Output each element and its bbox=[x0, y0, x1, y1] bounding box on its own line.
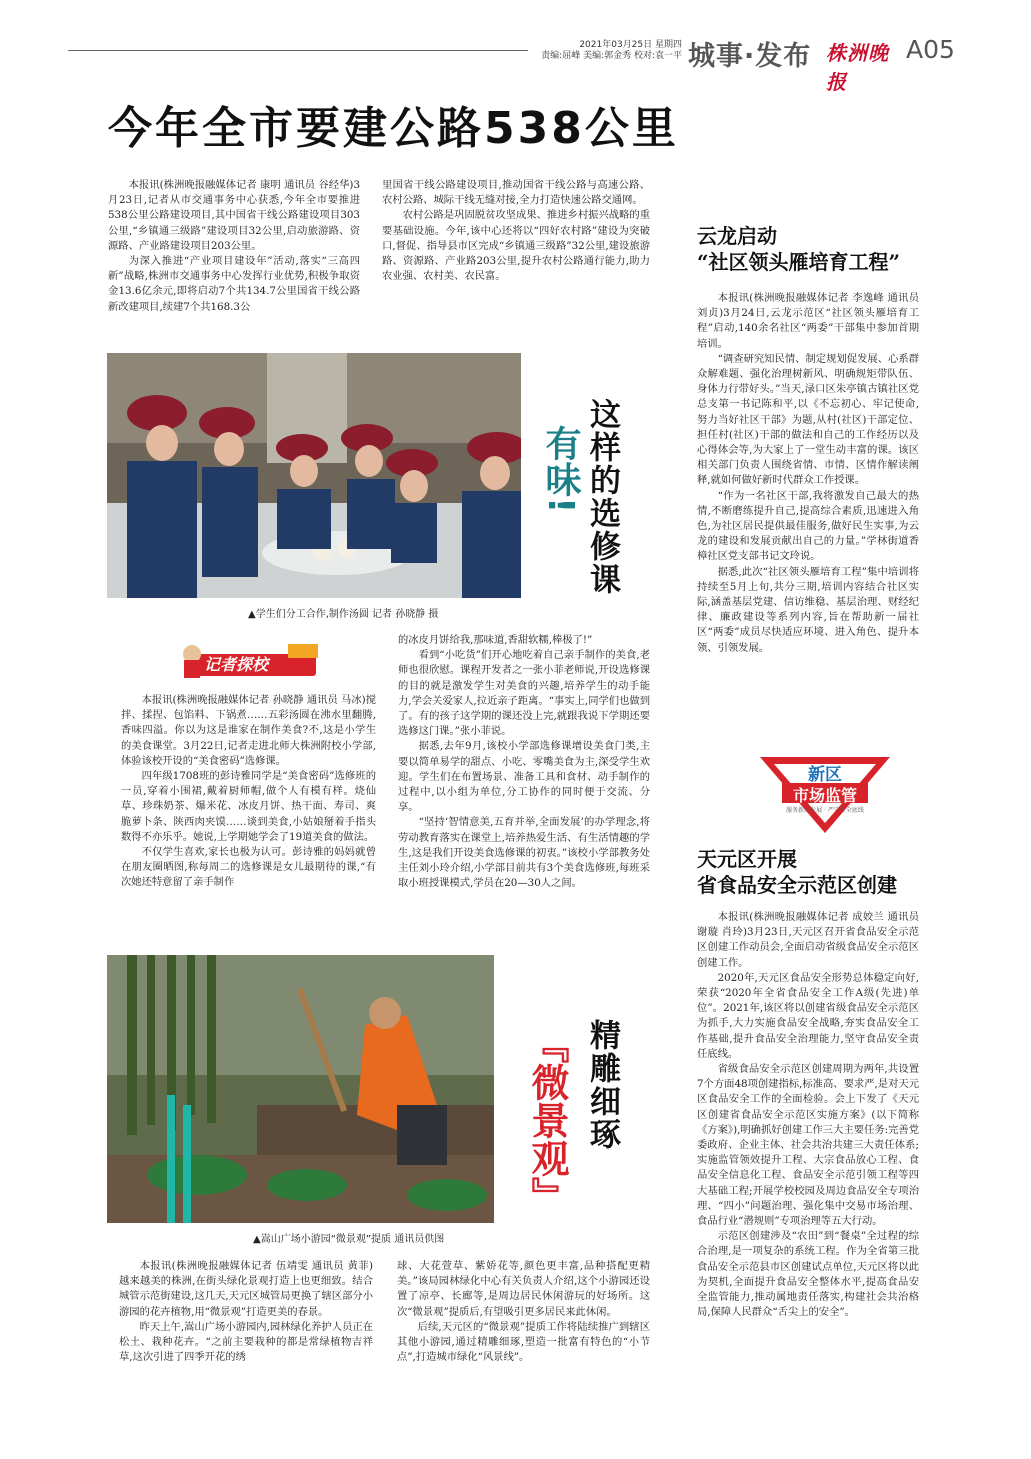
feature1-photo-caption: ▲学生们分工合作,制作汤圆 记者 孙晓静 摄 bbox=[248, 609, 439, 620]
sidebar1-title-line2: “社区领头雁培育工程” bbox=[697, 250, 901, 274]
lead-col-1 bbox=[108, 178, 360, 315]
cooking-class-illustration bbox=[107, 353, 521, 598]
feature2-photo-caption: ▲嵩山广场小游园“微景观”提质 通讯员供图 bbox=[253, 1234, 445, 1245]
sidebar2-para: 本报讯(株洲晚报融媒体记者 成姣兰 通讯员 谢璇 肖玲)3月23日,天元区召开省食品安全示范区创建工作动员会,全面启动省级食品安全示范区创建工作。 bbox=[697, 911, 919, 969]
market-badge-small: 服务新区发展 · 严守安全底线 bbox=[786, 807, 864, 814]
feature2-col1-para: 昨天上午,嵩山广场小游园内,园林绿化养护人员正在松土、栽种花卉。“之前主要栽种的都是常绿植物吉祥草,这次引进了四季开花的绣 bbox=[119, 1320, 373, 1364]
sidebar1-para: 本报讯(株洲晚报融媒体记者 李逸峰 通讯员 刘贞)3月24日,云龙示范区“社区领头雁培育工程”启动,140余名社区“两委”干部集中参加首期培训。 bbox=[697, 292, 919, 350]
cooking-class-photo bbox=[107, 353, 521, 598]
lead-col1-para: 为深入推进“产业项目建设年”活动,落实“三高四新”战略,株洲市交通事务中心发挥行业优势,积极争取资金13.6亿余元,即将启动7个共134.7公里国省干线公路新改建项目,续建7个共168.3公 bbox=[108, 255, 360, 313]
lead-col2-para: 里国省干线公路建设项目,推动国省干线公路与高速公路、农村公路、城际干线无缝对接,全力打造快速公路交通网。 bbox=[382, 179, 650, 207]
feature1-col-1 bbox=[121, 693, 376, 891]
brand-logo: 株洲晚报 bbox=[826, 41, 889, 94]
reporter-visit-badge bbox=[178, 640, 330, 680]
feature1-col1-para: 四年级1708班的彭诗雅同学是“美食密码”选修班的一员,穿着小围裙,戴着厨师帽,做个人有模有样。烧仙草、珍珠奶茶、爆米花、冰皮月饼、热干面、寿司、爽脆萝卜条、陕西肉夹馍……谈到美食,小姑娘掰着手指头数得不亦乐乎。她说,上学期她学会了19道美食的做法。 bbox=[121, 770, 376, 843]
market-supervision-badge bbox=[760, 755, 890, 835]
page-headline: 今年全市要建公路538公里 bbox=[108, 103, 679, 154]
market-badge-mid: 市场监管 bbox=[792, 786, 857, 805]
sidebar2-para: 省级食品安全示范区创建周期为两年,共设置7个方面48项创建指标,标准高、要求严,是对天元区食品安全工作的全面检验。会上下发了《天元区创建省食品安全示范区实施方案》(以下简称《方案》),明确抓好创建工作三大主要任务:完善党委政府、企业主体、社会共治共建三大责任体系;实施监管领效提升工程、大宗食品放心工程、食品安全信息化工程、食品安全示范引领工程等四大基础工程;开展学校校园及周边食品安全专项治理、“四小”问题治理、强化集中交易市场治理、食品行业“潜规则”专项治理等五大行动。 bbox=[697, 1063, 919, 1228]
feature1-col2-para: 据悉,去年9月,该校小学部选修课增设美食门类,主要以简单易学的甜点、小吃、零嘴美食为主,深受学生欢迎。学生们在布置场景、准备工具和食材、动手制作的过程中,以小组为单位,分工协作的同时便于交流、分享。 bbox=[398, 740, 650, 814]
feature1-col2-para: “坚持‘智情意美,五育并举,全面发展’的办学理念,将劳动教育落实在课堂上,培养热爱生活、有生活情趣的学生,这是我们开设美食选修课的初衷。”该校小学部教务处主任刘小玲介绍,小学部目前共有3个美食选修班,每班采取小班授课模式,学员在20—30人之间。 bbox=[398, 816, 650, 890]
sidebar2-para: 2020年,天元区食品安全形势总体稳定向好,荣获“2020年全省食品安全工作A级(先进)单位”。2021年,该区将以创建省级食品安全示范区为抓手,大力实施食品安全战略,夯实食品安全工作基础,提升食品安全治理能力,坚守食品安全责任底线。 bbox=[697, 971, 919, 1060]
feature2-col-1 bbox=[119, 1259, 373, 1365]
micro-landscape-illustration bbox=[107, 955, 494, 1223]
lead-col1-para: 本报讯(株洲晚报融媒体记者 康明 通讯员 谷经华)3月23日,记者从市交通事务中心获悉,今年全市要推进538公里公路建设项目,其中国省干线公路建设项目303公里,“乡镇通三级路”建设项目32公里,启动旅游路、资源路、产业路建设项目203公里。 bbox=[108, 179, 360, 252]
reporter-badge-label: 记者探校 bbox=[204, 655, 269, 674]
feature2-col1-para: 本报讯(株洲晚报融媒体记者 伍靖雯 通讯员 黄菲)越来越美的株洲,在街头绿化景观打造上也更细致。结合城管示范街建设,这几天,天元区城管局更换了辖区部分小游园的花卉植物,用“微景观”打造更美的春景。 bbox=[119, 1260, 373, 1318]
sidebar2-title-line2: 省食品安全示范区创建 bbox=[697, 873, 897, 897]
feature1-col2-para: 看到“小吃货”们开心地吃着自己亲手制作的美食,老师也很欣慰。课程开发者之一张小菲老师说,开设选修课的目的就是激发学生对美食的兴趣,培养学生的动手能力,学会关爱家人,拉近亲子距离。“事实上,同学们也做到了。有的孩子这学期的课还没上完,就跟我说下学期还要选修这门课。”张小菲说。 bbox=[398, 649, 650, 738]
sidebar2-para: 示范区创建涉及“农田”到“餐桌”全过程的综合治理,是一项复杂的系统工程。作为全省第三批食品安全示范县市区创建试点单位,天元区将以此为契机,全面提升食品安全整体水平,提高食品安全监管能力,推动属地责任落实,构建社会共治格局,保障人民群众“舌尖上的安全”。 bbox=[697, 1230, 919, 1319]
feature2-col2-para: 后续,天元区的“微景观”提质工作将陆续推广到辖区其他小游园,通过精雕细琢,塑造一批富有特色的“小节点”,打造城市绿化“风景线”。 bbox=[397, 1320, 650, 1364]
sidebar1-body bbox=[697, 291, 919, 656]
micro-landscape-photo bbox=[107, 955, 494, 1223]
date-line: 2021年03月25日 星期四 bbox=[579, 40, 682, 50]
feature1-col-2 bbox=[398, 633, 650, 891]
sidebar1-title-line1: 云龙启动 bbox=[697, 224, 777, 248]
feature2-col2-para: 球、大花萱草、紫娇花等,颜色更丰富,品种搭配更精美。”该局园林绿化中心有关负责人介绍,这个小游园还设置了凉亭、长廊等,是周边居民休闲游玩的好场所。这次“微景观”提质后,有望吸引更多居民来此休闲。 bbox=[397, 1260, 650, 1318]
sidebar1-para: 据悉,此次“社区领头雁培育工程”集中培训将持续至5月上旬,共分三期,培训内容结合社区实际,涵盖基层党建、信访维稳、基层治理、财经纪律、廉政建设等系列内容,旨在帮助新一届社区“两委”成员尽快适应环境、进入角色、提升本领、引领发展。 bbox=[697, 565, 919, 654]
feature2-col-2 bbox=[397, 1259, 650, 1365]
feature1-col2-para: 的冰皮月饼给我,那味道,香甜软糯,棒极了!” bbox=[398, 634, 593, 646]
feature1-col1-para: 不仅学生喜欢,家长也极为认可。彭诗雅的妈妈就曾在朋友圈晒图,称每周二的选修课是女儿最期待的课,“有次她还特意留了亲手制作 bbox=[121, 846, 376, 889]
sidebar2-title bbox=[697, 846, 937, 898]
lead-col2-para: 农村公路是巩固脱贫攻坚成果、推进乡村振兴战略的重要基础设施。今年,该中心还将以“四好农村路”建设为突破口,督促、指导县市区完成“乡镇通三级路”32公里,建设旅游路、资源路、产业路203公里,提升农村公路通行能力,助力农业强、农村美、农民富。 bbox=[382, 209, 650, 283]
feature2-kicker-side: 精雕细琢 bbox=[584, 1019, 620, 1151]
feature1-kicker-big: 有味! bbox=[540, 425, 581, 514]
market-badge-top: 新区 bbox=[808, 765, 842, 785]
feature2-kicker-big: 『微景观』 bbox=[525, 1025, 569, 1215]
sidebar1-title bbox=[697, 223, 937, 275]
sidebar1-para: “调查研究知民情、制定规划促发展、心系群众解难题、强化治理树新风、明确规矩带队伍、身体力行带好头。”当天,渌口区朱亭镇古镇社区党总支第一书记陈和平,以《不忘初心、牢记使命,努力当好社区干部》为题,从村(社区)干部定位、担任村(社区)干部的做法和自己的工作经历以及心得体会等,为大家上了一堂生动丰富的课。该区相关部门负责人围绕省情、市情、区情作解读阐释,就如何做好新时代群众工作授课。 bbox=[697, 352, 919, 487]
feature1-kicker-side: 这样的选修课 bbox=[584, 398, 620, 596]
sidebar1-para: “作为一名社区干部,我将激发自己最大的热情,不断磨练提升自己,提高综合素质,迅速进入角色,为社区居民提供最佳服务,做好民生实事,为云龙的建设和发展贡献出自己的力量。”学林街道香樟社区党支部书记文玲说。 bbox=[697, 489, 919, 563]
feature1-col1-para: 本报讯(株洲晚报融媒体记者 孙晓静 通讯员 马冰)搅拌、揉捏、包馅料、下锅煮……五彩汤圆在沸水里翻腾,香味四溢。你以为这是谁家在制作美食?不,这是小学生的美食课堂。3月22日,记者走进北师大株洲附校小学部,体验该校开设的“美食密码”选修课。 bbox=[121, 694, 376, 767]
sidebar2-body bbox=[697, 910, 919, 1320]
header-rule bbox=[68, 50, 528, 51]
credits-line: 责编:屈峰 美编:郭金秀 校对:袁一平 bbox=[541, 51, 682, 61]
header-meta bbox=[534, 40, 682, 62]
lead-col-2 bbox=[382, 178, 650, 284]
section-title: 城事·发布 bbox=[688, 41, 812, 72]
sidebar2-title-line1: 天元区开展 bbox=[697, 847, 797, 871]
page-number: A05 bbox=[906, 35, 955, 64]
